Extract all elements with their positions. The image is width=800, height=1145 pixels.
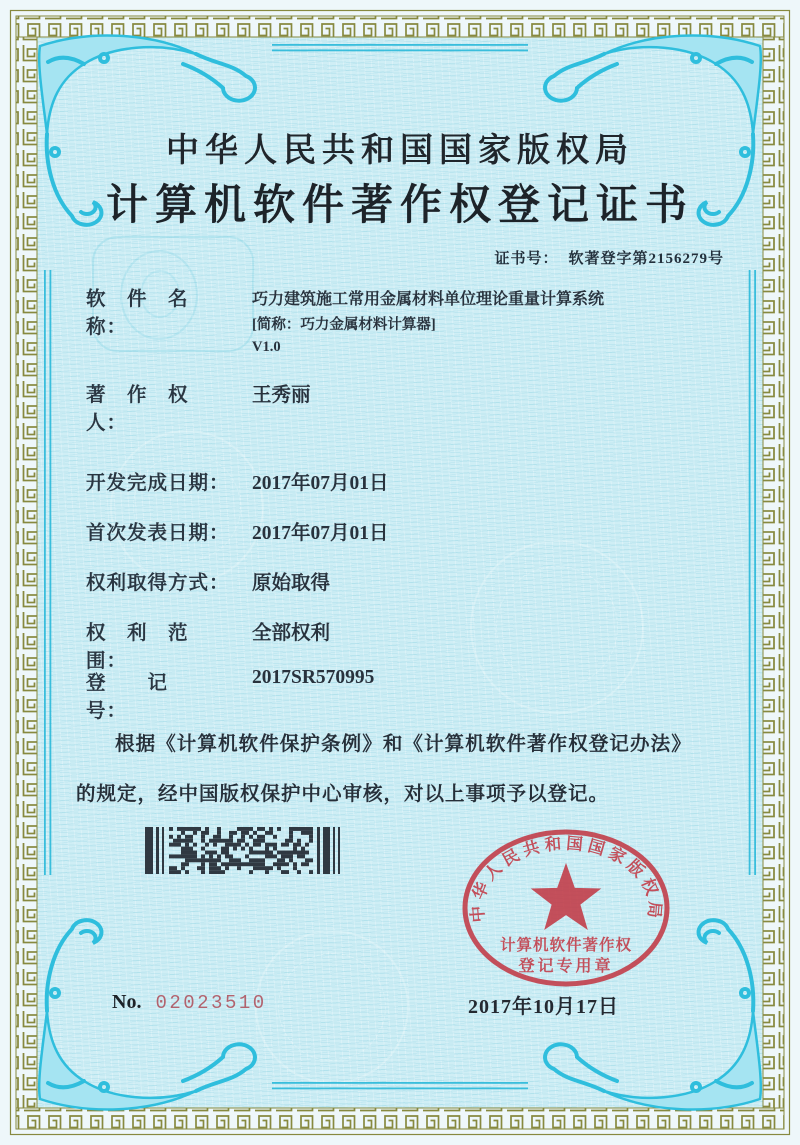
copyright-owner-row bbox=[86, 379, 311, 435]
serial-number-value: 02023510 bbox=[155, 992, 267, 1014]
corner-flourish-bottom-left bbox=[39, 920, 255, 1109]
rights-scope-value: 全部权利 bbox=[252, 623, 331, 644]
rights-acquisition-label: 权利取得方式： bbox=[86, 573, 230, 594]
certificate-title: 计算机软件著作权登记证书 bbox=[105, 183, 694, 229]
dev-complete-date-value: 2017年07月01日 bbox=[252, 473, 389, 494]
rights-scope-label: 权 利 范 围： bbox=[86, 623, 210, 672]
barcode-matrix bbox=[169, 827, 313, 874]
official-seal bbox=[452, 822, 680, 994]
issue-date: 2017年10月17日 bbox=[468, 996, 619, 1018]
copyright-owner-value: 王秀丽 bbox=[252, 385, 311, 406]
seal-star-icon bbox=[531, 863, 602, 930]
software-name-line3: V1.0 bbox=[252, 339, 281, 355]
rights-scope-row bbox=[86, 617, 330, 673]
registration-statement: 根据《计算机软件保护条例》和《计算机软件著作权登记办法》的规定，经中国版权保护中心审核，对以上事项予以登记。 bbox=[76, 734, 682, 805]
serial-number-label: No. bbox=[112, 991, 142, 1013]
first-publish-date-row bbox=[86, 517, 389, 545]
registration-no-label: 登 记 号： bbox=[86, 673, 210, 722]
agency-title: 中华人民共和国国家版权局 bbox=[166, 133, 634, 169]
registration-no-row bbox=[86, 667, 374, 723]
dev-complete-date-row bbox=[86, 467, 389, 495]
seal-line2: 登记专用章 bbox=[518, 958, 614, 975]
certificate-number-value: 软著登字第2156279号 bbox=[568, 251, 724, 267]
dev-complete-date-label: 开发完成日期： bbox=[86, 473, 230, 494]
copyright-owner-label: 著 作 权 人： bbox=[86, 385, 210, 434]
software-name-line1: 巧力建筑施工常用金属材料单位理论重量计算系统 bbox=[252, 291, 605, 308]
first-publish-date-label: 首次发表日期： bbox=[86, 523, 230, 544]
first-publish-date-value: 2017年07月01日 bbox=[252, 523, 389, 544]
software-name-label: 软 件 名 称： bbox=[86, 289, 210, 338]
rights-acquisition-value: 原始取得 bbox=[252, 573, 331, 594]
software-name-value bbox=[252, 283, 604, 356]
certificate-number bbox=[494, 247, 800, 268]
barcode bbox=[139, 827, 351, 874]
seal-arc-text: 中华人民共和国国家版权局 bbox=[467, 833, 665, 924]
software-name-line2: [简称：巧力金属材料计算器] bbox=[252, 317, 436, 333]
rights-acquisition-row bbox=[86, 567, 330, 595]
serial-number bbox=[112, 991, 267, 1014]
software-name-row bbox=[86, 283, 604, 356]
certificate-number-label: 证书号： bbox=[494, 251, 559, 267]
registration-no-value: 2017SR570995 bbox=[252, 667, 375, 688]
seal-line1: 计算机软件著作权 bbox=[499, 937, 633, 954]
